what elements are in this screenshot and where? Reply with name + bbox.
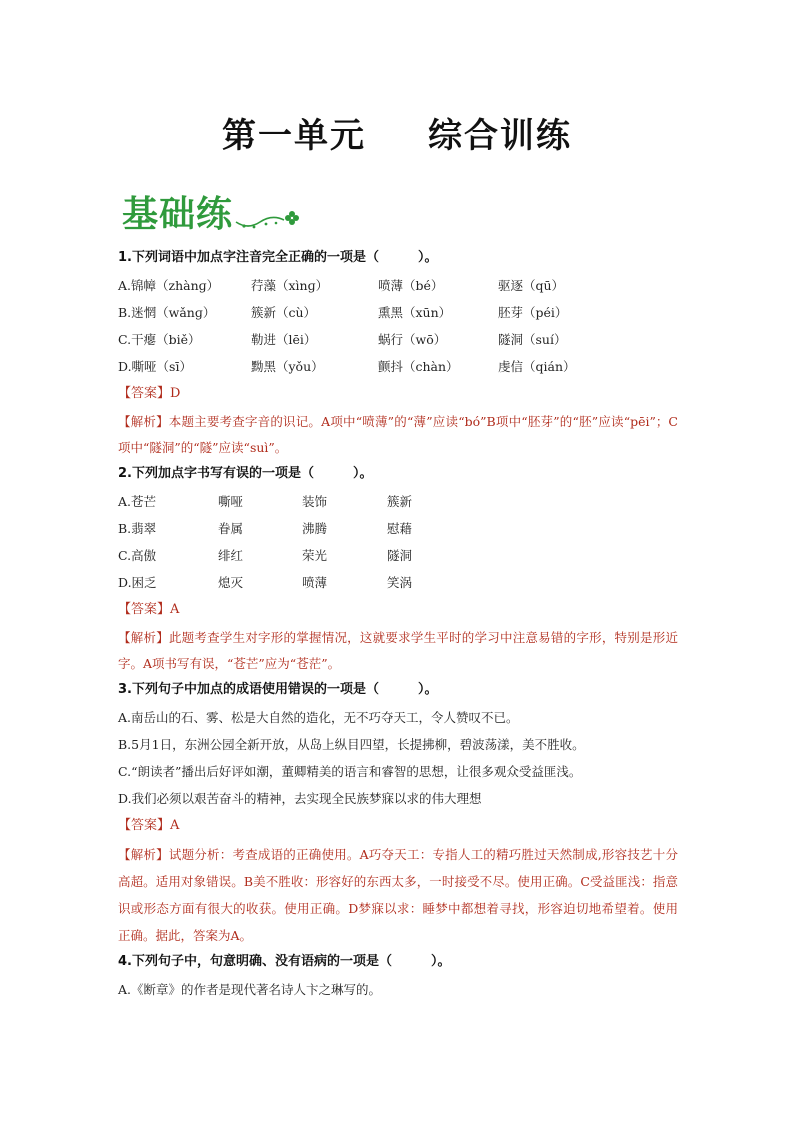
q3-option-d: D.我们必须以艰苦奋斗的精神，去实现全民族梦寐以求的伟大理想 [118, 791, 482, 806]
option-word: 装饰 [302, 494, 328, 509]
option-word: 虔信（qián） [498, 359, 576, 374]
option-word: 黝黑（yǒu） [251, 359, 324, 374]
q2-option-b [118, 518, 678, 545]
option-word: 笑涡 [387, 575, 413, 590]
q3-option-b: B.5月1日，东洲公园全新开放，从岛上纵目四望，长提拂柳，碧波荡漾，美不胜收。 [118, 737, 585, 752]
option-word: 隧洞 [387, 548, 413, 563]
option-label: C.高傲 [118, 548, 157, 563]
option-label: C.干瘪（biě） [118, 332, 201, 347]
q2-answer: 【答案】A [118, 602, 180, 617]
option-word: 荇藻（xìnɡ） [251, 278, 329, 293]
option-word: 勒进（lēi） [251, 332, 317, 347]
q1-option-c [118, 329, 678, 356]
q4-option-a: A.《断章》的作者是现代著名诗人卞之琳写的。 [118, 982, 382, 997]
section-label: 基础练 [122, 194, 234, 235]
option-word: 慰藉 [387, 521, 413, 536]
q2-explanation: 【解析】此题考查学生对字形的掌握情况，这就要求学生平时的学习中注意易错的字形，特别是形近字。A项书写有误，“苍芒”应为“苍茫”。 [118, 630, 678, 671]
q1-option-d [118, 356, 678, 383]
option-label: A.锦幛（zhànɡ） [118, 278, 220, 293]
option-label: A.苍芒 [118, 494, 157, 509]
option-label: B.翡翠 [118, 521, 157, 536]
answer-tag: 【答案】 [118, 602, 171, 617]
q3-option-c: C.“朗读者”播出后好评如潮，董卿精美的语言和睿智的思想，让很多观众受益匪浅。 [118, 764, 582, 779]
answer-tag: 【答案】 [118, 386, 171, 401]
option-word: 绯红 [218, 548, 244, 563]
q1-explanation: 【解析】本题主要考查字音的识记。A项中“喷薄”的“薄”应读“bó”B项中“胚芽”的“胚”应读“pēi”；C项中“隧洞”的“隧”应读“suì”。 [118, 414, 678, 455]
option-word: 隧洞（suí） [498, 332, 567, 347]
q2-option-d [118, 572, 678, 599]
question-2: 2.下列加点字书写有误的一项是（ ）。 [118, 466, 373, 481]
option-word: 胚芽（péi） [498, 305, 568, 320]
option-label: D.嘶哑（sī） [118, 359, 192, 374]
q2-option-c [118, 545, 678, 572]
option-word: 熄灭 [218, 575, 244, 590]
q1-answer: 【答案】D [118, 386, 181, 401]
explanation-tag: 【解析】 [118, 630, 169, 645]
option-word: 沸腾 [302, 521, 328, 536]
option-word: 蜗行（wō） [378, 332, 447, 347]
option-word: 喷薄 [302, 575, 328, 590]
q3-explanation: 【解析】试题分析：考查成语的正确使用。A巧夺天工：专指人工的精巧胜过天然制成,形容技艺十分高超。适用对象错误。B美不胜收：形容好的东西太多，一时接受不尽。使用正确。C受益匪浅：指意识或形态方面有很大的收获。使用正确。D梦寐以求：睡梦中都想着寻找，形容迫切地希望着。使用正确。据此，答案为A。 [118, 847, 678, 943]
option-word: 颤抖（chàn） [378, 359, 459, 374]
explanation-tag: 【解析】 [118, 847, 169, 862]
vine-decoration-icon [234, 208, 304, 230]
unit-subtitle: 综合训练 [428, 116, 572, 156]
question-1: 1.下列词语中加点字注音完全正确的一项是（ ）。 [118, 250, 438, 265]
option-word: 熏黑（xūn） [378, 305, 452, 320]
page-title [0, 108, 794, 157]
option-word: 眷属 [218, 521, 244, 536]
option-word: 驱逐（qū） [498, 278, 565, 293]
section-badge [122, 186, 302, 236]
option-word: 簇新 [387, 494, 413, 509]
q3-option-a: A.南岳山的石、雾、松是大自然的造化，无不巧夺天工，令人赞叹不已。 [118, 710, 519, 725]
exercise-content [118, 247, 678, 1006]
q3-answer: 【答案】A [118, 818, 180, 833]
explanation-tag: 【解析】 [118, 414, 169, 429]
answer-tag: 【答案】 [118, 818, 171, 833]
option-word: 喷薄（bé） [378, 278, 444, 293]
question-3: 3.下列句子中加点的成语使用错误的一项是（ ）。 [118, 682, 438, 697]
q1-option-a [118, 275, 678, 302]
option-word: 嘶哑 [218, 494, 244, 509]
option-label: B.迷惘（wǎnɡ） [118, 305, 216, 320]
option-word: 簇新（cù） [251, 305, 317, 320]
unit-title: 第一单元 [222, 116, 366, 156]
q2-option-a [118, 491, 678, 518]
question-4: 4.下列句子中，句意明确、没有语病的一项是（ ）。 [118, 954, 451, 969]
option-label: D.困乏 [118, 575, 157, 590]
q1-option-b [118, 302, 678, 329]
option-word: 荣光 [302, 548, 328, 563]
